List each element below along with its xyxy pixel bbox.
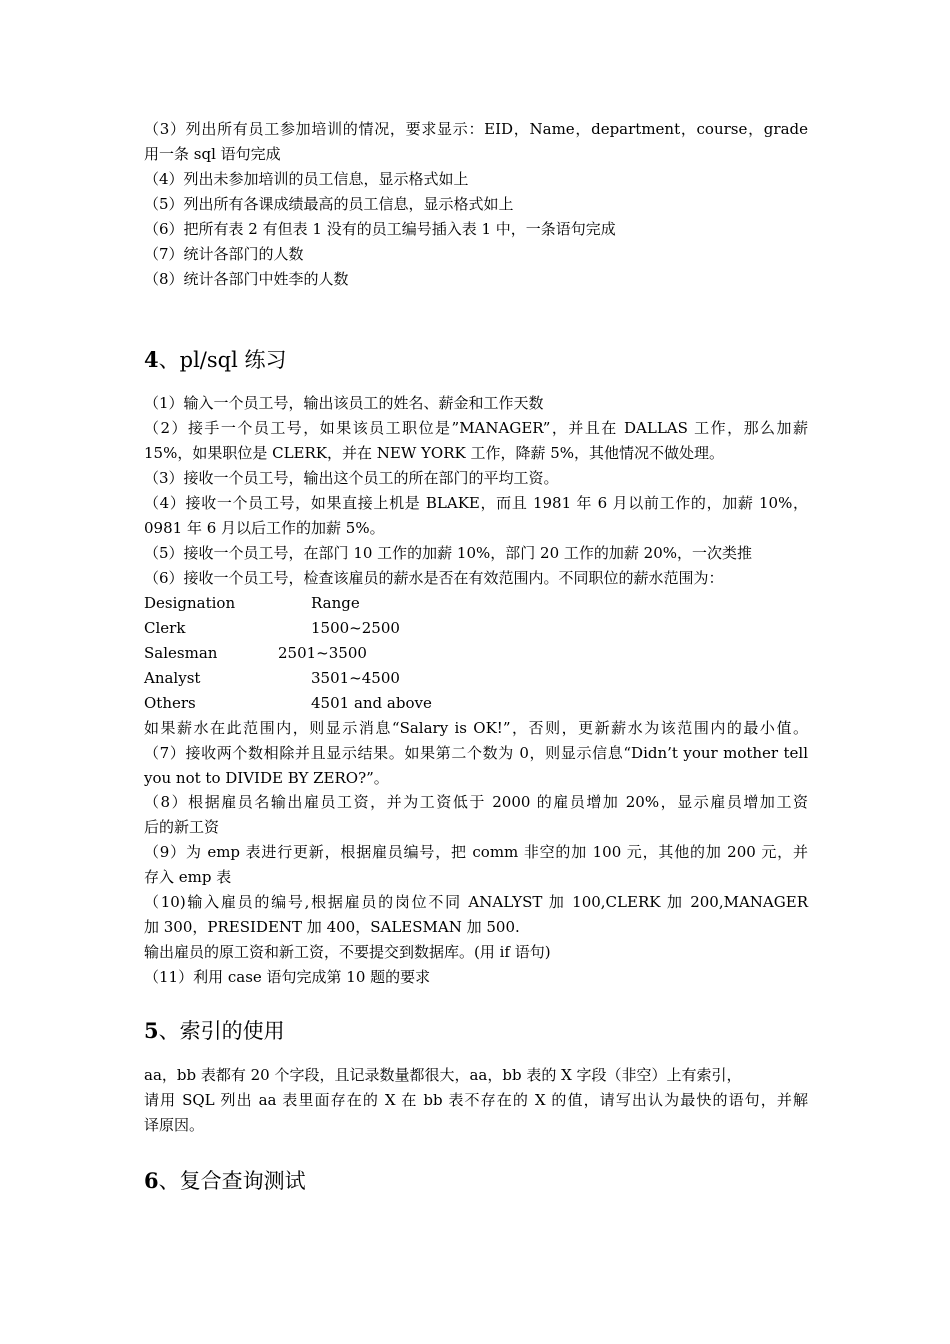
range-cell: 4501 and above <box>311 694 432 712</box>
sec4-item-3: （3）接收一个员工号，输出这个员工的所在部门的平均工资。 <box>144 469 559 487</box>
designation-header: Designation <box>144 594 236 612</box>
sec3-item-3: （3）列出所有员工参加培训的情况，要求显示：EID，Name，department，course，grade <box>144 120 808 138</box>
sec4-item-9: （9）为 emp 表进行更新，根据雇员编号，把 comm 非空的加 100 元，其他的加 200 元，并 <box>144 843 808 861</box>
sec4-item-10: （10)输入雇员的编号,根据雇员的岗位不同 ANALYST 加 100,CLERK 加 200,MANAGER <box>144 893 808 911</box>
sec4-item-4-cont: 0981 年 6 月以后工作的加薪 5%。 <box>144 519 385 537</box>
section-6-title: 、复合查询测试 <box>158 1169 306 1193</box>
sec4-item-2: （2）接手一个员工号，如果该员工职位是”MANAGER”，并且在 DALLAS 工作，那么加薪 <box>144 419 808 437</box>
sec3-item-6: （6）把所有表 2 有但表 1 没有的员工编号插入表 1 中，一条语句完成 <box>144 220 616 238</box>
section-4-title: 、pl/sql 练习 <box>158 348 287 372</box>
designation-cell: Others <box>144 694 196 712</box>
sec4-item-7-cont: you not to DIVIDE BY ZERO?”。 <box>144 769 389 787</box>
designation-cell: Analyst <box>144 669 201 687</box>
sec4-item-6-message: 如果薪水在此范围内，则显示消息“Salary is OK!”，否则，更新薪水为该范围内的最小值。 <box>144 719 808 737</box>
sec3-item-4: （4）列出未参加培训的员工信息，显示格式如上 <box>144 170 469 188</box>
range-cell: 1500~2500 <box>311 619 400 637</box>
sec5-line-2: 请用 SQL 列出 aa 表里面存在的 X 在 bb 表不存在的 X 的值，请写出认为最快的语句，并解 <box>144 1091 808 1109</box>
sec4-item-10-note: 输出雇员的原工资和新工资，不要提交到数据库。(用 if 语句) <box>144 943 551 961</box>
sec4-item-8-cont: 后的新工资 <box>144 818 220 836</box>
sec4-item-11: （11）利用 case 语句完成第 10 题的要求 <box>144 968 431 986</box>
range-header: Range <box>311 594 360 612</box>
sec4-item-10-cont: 加 300，PRESIDENT 加 400，SALESMAN 加 500. <box>144 918 520 936</box>
sec3-item-7: （7）统计各部门的人数 <box>144 245 304 263</box>
sec5-line-3: 译原因。 <box>144 1116 205 1134</box>
designation-cell: Salesman <box>144 644 218 662</box>
section-6-heading <box>144 1167 306 1195</box>
sec3-item-8: （8）统计各部门中姓李的人数 <box>144 270 349 288</box>
sec3-item-5: （5）列出所有各课成绩最高的员工信息，显示格式如上 <box>144 195 514 213</box>
designation-cell: Clerk <box>144 619 186 637</box>
sec4-item-8: （8）根据雇员名输出雇员工资，并为工资低于 2000 的雇员增加 20%，显示雇员增加工资 <box>144 793 808 811</box>
section-5-title: 、索引的使用 <box>158 1019 285 1043</box>
section-5-heading <box>144 1017 285 1045</box>
sec4-item-1: （1）输入一个员工号，输出该员工的姓名、薪金和工作天数 <box>144 394 544 412</box>
sec5-line-1: aa，bb 表都有 20 个字段，且记录数量都很大，aa，bb 表的 X 字段（非空）上有索引， <box>144 1066 742 1084</box>
section-4-number: 4 <box>144 347 159 372</box>
sec4-item-7: （7）接收两个数相除并且显示结果。如果第二个数为 0，则显示信息“Didn’t your mother tell <box>144 744 808 762</box>
sec4-item-2-cont: 15%，如果职位是 CLERK，并在 NEW YORK 工作，降薪 5%，其他情况不做处理。 <box>144 444 725 462</box>
range-cell: 2501~3500 <box>278 644 367 662</box>
sec4-item-9-cont: 存入 emp 表 <box>144 868 232 886</box>
section-4-heading <box>144 346 286 374</box>
section-5-number: 5 <box>144 1018 159 1043</box>
range-cell: 3501~4500 <box>311 669 400 687</box>
sec3-item-3-cont: 用一条 sql 语句完成 <box>144 145 281 163</box>
sec4-item-5: （5）接收一个员工号，在部门 10 工作的加薪 10%，部门 20 工作的加薪 20%，一次类推 <box>144 544 753 562</box>
sec4-item-6: （6）接收一个员工号，检查该雇员的薪水是否在有效范围内。不同职位的薪水范围为： <box>144 569 724 587</box>
section-6-number: 6 <box>144 1168 159 1193</box>
sec4-item-4: （4）接收一个员工号，如果直接上机是 BLAKE，而且 1981 年 6 月以前工作的，加薪 10%， <box>144 494 808 512</box>
